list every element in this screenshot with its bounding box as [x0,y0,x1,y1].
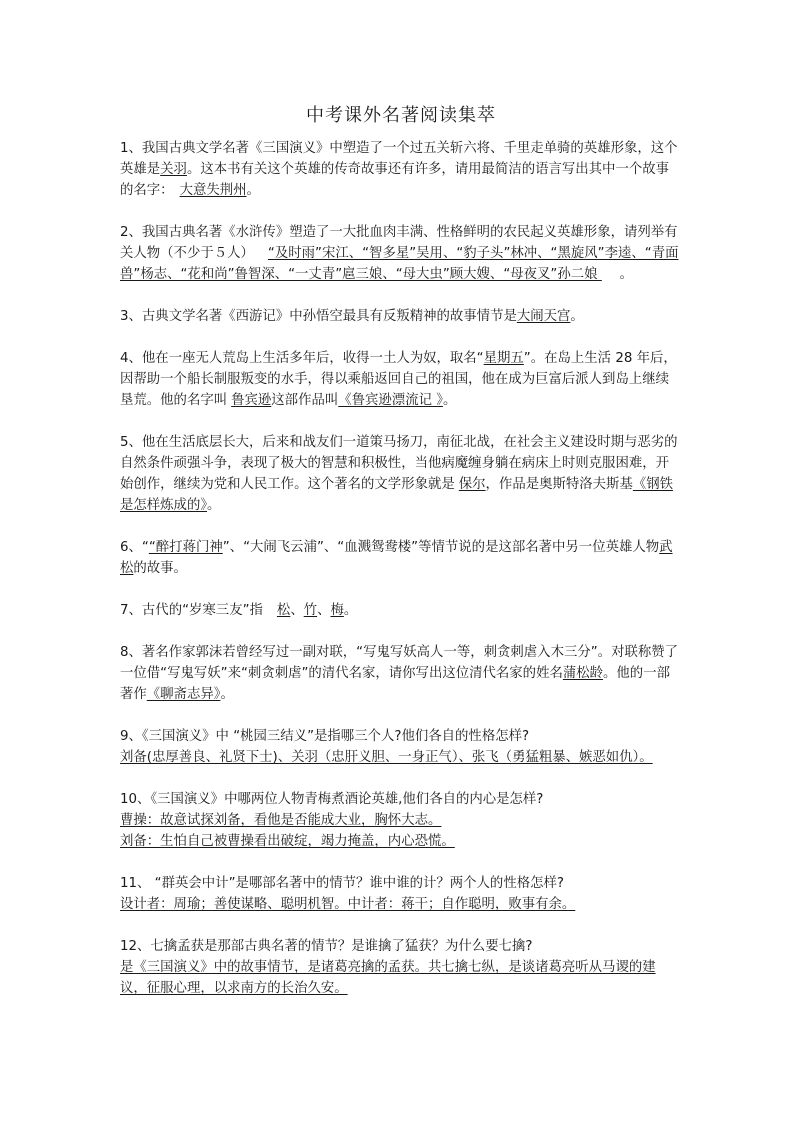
q3-text-1: 3、古典文学名著《西游记》中孙悟空最具有反叛精神的故事情节是 [120,309,517,324]
q4-answer-3: 《鲁宾逊漂流记 》 [338,393,443,408]
q7-answer-3: 梅 [330,603,344,618]
page-title: 中考课外名著阅读集萃 [306,105,496,126]
q6-answer-1: “醉打蒋门神 [148,540,223,555]
q7-text-2: 。 [343,603,358,618]
q6-text-1: 6、“ [120,540,149,555]
q1-text-2: 。这本书有关这个英雄的传奇故事还有许多，请用最简洁的语言写出其中一个故事的名字： [120,162,670,198]
q2-text-2: 。 [619,267,633,282]
q2-answer-1: “及时雨”宋江、“智多星”吴用、“豹子头”林冲、“黑旋风”李逵、“青面兽”杨志、“花和尚”鲁智深、“一丈青”扈三娘、“母大虫”顾大嫂、“母夜叉”孙二娘 [120,246,679,282]
question-6 [120,537,682,579]
q5-text-1: 5、他在生活底层长大，后来和战友们一道策马扬刀，南征北战，在社会主义建设时期与恶劣的自然条件顽强斗争，表现了极大的智慧和积极性，当他病魔缠身躺在病床上时则克服困难，开始创作，继续为党和人民工作。这个著名的文学形象就是 [120,435,678,492]
q6-answer-2: 武松 [120,540,673,576]
question-1 [120,138,682,201]
q2-text-1: 2、我国古典名著《水浒传》塑造了一大批血肉丰满、性格鲜明的农民起义英雄形象，请列举有关人物（不少于５人） [120,225,678,261]
q5-text-2: ，作品是奥斯特洛夫斯基 [485,477,633,492]
q8-text-2: 。他的一部著作 [120,666,670,702]
question-3 [120,306,682,327]
q8-text-1: 8、著名作家郭沫若曾经写过一副对联，“写鬼写妖高人一等，刺贪刺虐入木三分”。对联称赞了一位借“写鬼写妖”来“刺贪刺虐”的清代名家，请你写出这位清代名家的姓名 [120,645,679,681]
q7-sep-2: 、 [317,603,331,618]
q8-answer-2: 《聊斋志异》 [146,687,221,702]
q4-answer-1: 星期五 [483,351,524,366]
q4-text-4: 。 [442,393,457,408]
q1-answer-2: 大意失荆州 [179,183,247,198]
q9-question: 9、《三国演义》中 “桃园三结义”是指哪三个人?他们各自的性格怎样? [120,729,530,744]
q8-answer-1: 蒲松龄 [562,666,604,681]
q4-text-1: 4、他在一座无人荒岛上生活多年后，收得一土人为奴，取名“ [120,351,484,366]
q4-text-2: ”。在岛上生活 28 年后，因帮助一个船长制服叛变的水手，得以乘船返回自己的祖国，他在成为巨富后派人到岛上继续垦荒。他的名字叫 [120,351,677,408]
q6-text-2: ”、“大闹飞云浦”、“血溅鸳鸯楼”等情节说的是这部名著中另一位英雄人物 [222,540,660,555]
q7-text-1: 7、古代的“岁寒三友”指 [120,603,263,618]
question-9 [120,726,682,768]
q1-text-3: 。 [246,183,260,198]
q10-question: 10、《三国演义》中哪两位人物青梅煮酒论英雄,他们各自的内心是怎样? [120,792,544,807]
q11-answer: 设计者：周瑜；善使谋略、聪明机智。中计者：蒋干；自作聪明，败事有余。 [120,897,576,912]
q5-answer-1: 保尔 [458,477,486,492]
q10-answer-2: 刘备：生怕自己被曹操看出破绽，竭力掩盖，内心恐慌。 [120,834,455,849]
q4-text-3: 这部作品叫 [271,393,339,408]
question-7 [120,600,682,621]
q9-answer: 刘备(忠厚善良、礼贤下士)、关羽（忠肝义胆、一身正气）、张飞（勇猛粗暴、嫉恶如仇）。 [120,750,653,765]
q11-question: 11、 “群英会中计”是哪部名著中的情节？谁中谁的计？两个人的性格怎样? [120,876,564,891]
q1-text-1: 1、我国古典文学名著《三国演义》中塑造了一个过五关斩六将、千里走单骑的英雄形象，这个英雄是 [120,141,678,177]
q6-text-3: 的故事。 [133,561,187,576]
q7-answer-2: 竹 [303,603,318,618]
question-12 [120,936,682,999]
q7-answer-1: 松 [276,603,291,618]
q10-answer-1: 曹操：故意试探刘备，看他是否能成大业，胸怀大志。 [120,813,442,828]
q5-text-3: 。 [207,498,221,513]
q1-answer-1: 关羽 [160,162,187,177]
question-10 [120,789,682,852]
q4-answer-2: 鲁宾逊 [231,393,272,408]
question-5 [120,432,682,516]
q8-text-3: 。 [220,687,234,702]
q7-sep-1: 、 [290,603,304,618]
q12-question: 12、七擒孟获是那部古典名著的情节？是谁擒了猛获？为什么要七擒? [120,939,533,954]
q5-answer-2: 《钢铁是怎样炼成的》 [120,477,674,513]
q3-answer-1: 大闹天宫 [516,309,571,324]
question-4 [120,348,682,411]
q12-answer: 是《三国演义》中的故事情节，是诸葛亮擒的孟获。共七擒七纵，是谈诸葛亮听从马谡的建议，征服心理，以求南方的长治久安。 [120,960,656,996]
question-11 [120,873,682,915]
question-8 [120,642,682,705]
question-2 [120,222,682,285]
q3-text-2: 。 [570,309,584,324]
